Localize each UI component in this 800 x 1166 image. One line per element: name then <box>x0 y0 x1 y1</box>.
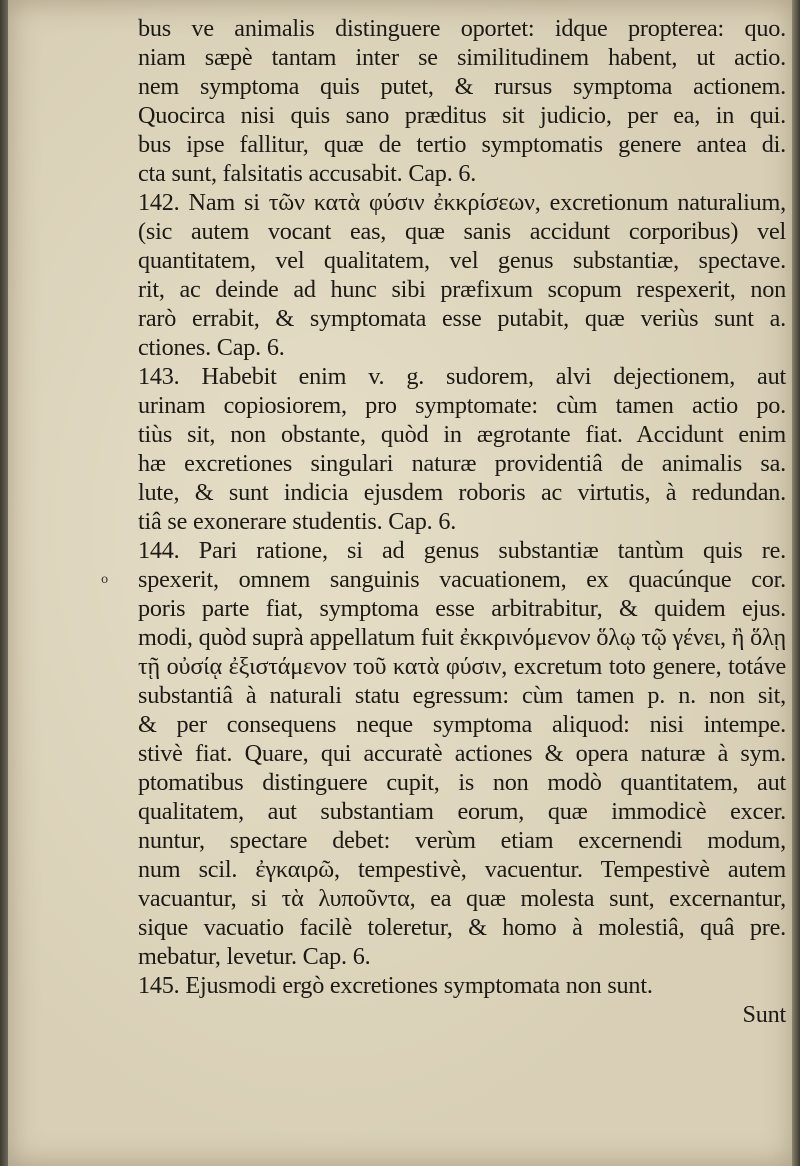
text-line: (sic autem vocant eas, quæ sanis accidunt corporibus) vel <box>138 218 786 245</box>
text-line: tiâ se exonerare studentis. Cap. 6. <box>138 508 457 535</box>
text-line: urinam copiosiorem, pro symptomate: cùm tamen actio po. <box>138 392 786 419</box>
text-line: Quocirca nisi quis sano præditus sit judicio, per ea, in qui. <box>138 102 786 129</box>
page-edge-right <box>792 0 800 1166</box>
text-line: nem symptoma quis putet, & rursus symptoma actionem. <box>138 73 786 100</box>
text-line: hæ excretiones singulari naturæ providentiâ de animalis sa. <box>138 450 786 477</box>
text-line: tiùs sit, non obstante, quòd in ægrotante fiat. Accidunt enim <box>138 421 786 448</box>
text-line: τῇ οὐσίᾳ ἐξιστάμενον τοῦ κατὰ φύσιν, excretum toto genere, totáve <box>138 653 786 680</box>
text-line: mebatur, levetur. Cap. 6. <box>138 943 371 970</box>
text-line: cta sunt, falsitatis accusabit. Cap. 6. <box>138 160 477 187</box>
page-text <box>138 14 786 1029</box>
text-line: ctiones. Cap. 6. <box>138 334 285 361</box>
page-edge-left <box>0 0 8 1166</box>
text-line: nuntur, spectare debet: verùm etiam excernendi modum, <box>138 827 786 854</box>
text-line: spexerit, omnem sanguinis vacuationem, ex quacúnque cor. <box>138 566 786 593</box>
text-line: niam sæpè tantam inter se similitudinem habent, ut actio. <box>138 44 786 71</box>
text-line: modi, quòd suprà appellatum fuit ἐκκρινόμενον ὅλῳ τῷ γένει, ἢ ὅλῃ <box>138 624 786 651</box>
text-line: ptomatibus distinguere cupit, is non modò quantitatem, aut <box>138 769 786 796</box>
text-line: lute, & sunt indicia ejusdem roboris ac virtutis, à redundan. <box>138 479 786 506</box>
text-line: vacuantur, si τὰ λυποῦντα, ea quæ molesta sunt, excernantur, <box>138 885 786 912</box>
text-line: substantiâ à naturali statu egressum: cùm tamen p. n. non sit, <box>138 682 786 709</box>
text-line: qualitatem, aut substantiam eorum, quæ immodicè excer. <box>138 798 786 825</box>
text-line: quantitatem, vel qualitatem, vel genus substantiæ, spectave. <box>138 247 786 274</box>
paragraph-145-start: 145. Ejusmodi ergò excretiones symptomata non sunt. <box>138 972 653 999</box>
paragraph-143-start: 143. Habebit enim v. g. sudorem, alvi dejectionem, aut <box>138 363 786 390</box>
text-line: poris parte fiat, symptoma esse arbitrabitur, & quidem ejus. <box>138 595 786 622</box>
text-line: rit, ac deinde ad hunc sibi præfixum scopum respexerit, non <box>138 276 786 303</box>
text-line: sique vacuatio facilè toleretur, & homo à molestiâ, quâ pre. <box>138 914 786 941</box>
text-line: bus ipse fallitur, quæ de tertio symptomatis genere antea di. <box>138 131 786 158</box>
catchword: Sunt <box>742 1001 786 1028</box>
book-page <box>8 0 794 1166</box>
text-line: rarò errabit, & symptomata esse putabit, quæ veriùs sunt a. <box>138 305 786 332</box>
margin-mark: o <box>101 572 109 586</box>
text-line: bus ve animalis distinguere oportet: idque propterea: quo. <box>138 15 786 42</box>
paragraph-142-start: 142. Nam si τῶν κατὰ φύσιν ἐκκρίσεων, excretionum naturalium, <box>138 189 786 216</box>
text-line: num scil. ἐγκαιρῶ, tempestivè, vacuentur. Tempestivè autem <box>138 856 786 883</box>
paragraph-144-start: 144. Pari ratione, si ad genus substantiæ tantùm quis re. <box>138 537 786 564</box>
text-line: & per consequens neque symptoma aliquod: nisi intempe. <box>138 711 786 738</box>
text-line: stivè fiat. Quare, qui accuratè actiones & opera naturæ à sym. <box>138 740 786 767</box>
